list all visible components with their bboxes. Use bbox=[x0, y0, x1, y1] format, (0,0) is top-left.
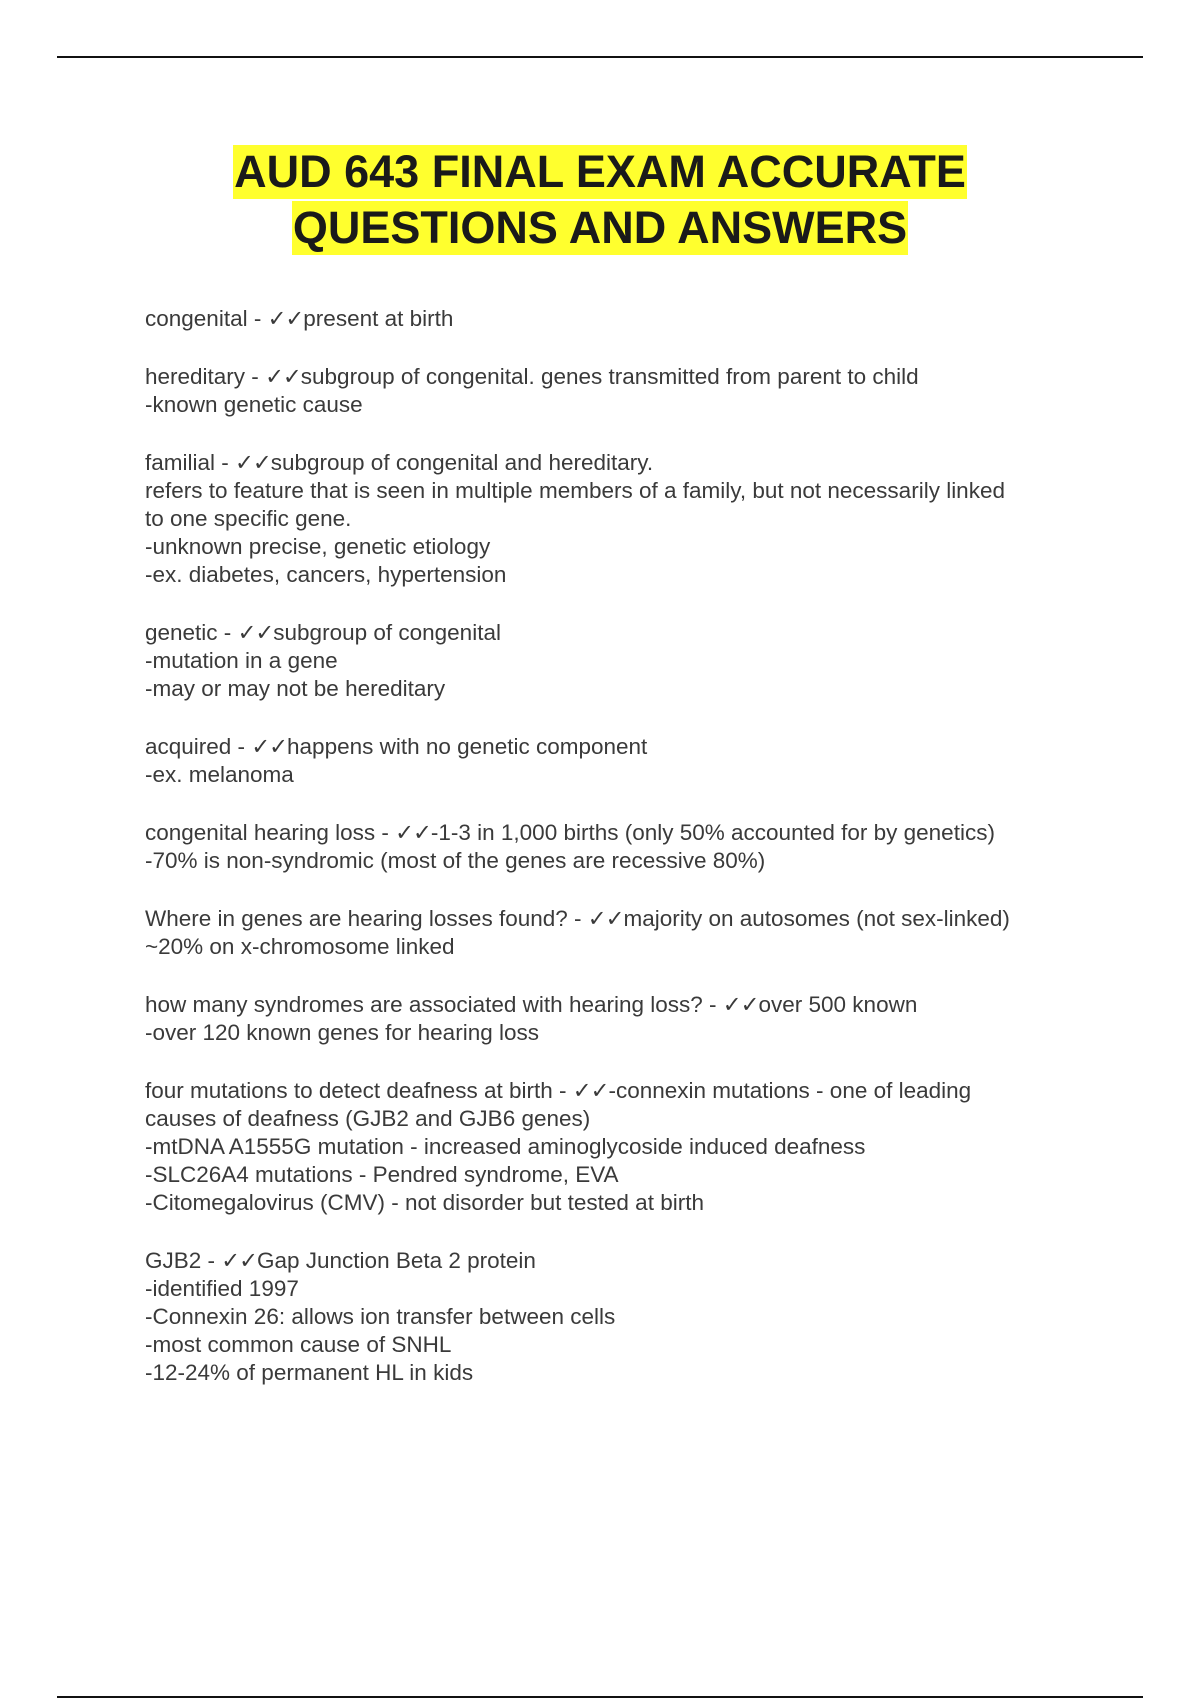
document-title bbox=[0, 145, 1200, 257]
check-mark-icon: ✓✓ bbox=[235, 450, 271, 475]
qa-answer-line: -over 120 known genes for hearing loss bbox=[145, 1020, 539, 1045]
qa-entry bbox=[145, 819, 1095, 875]
qa-answer-line: -identified 1997 bbox=[145, 1276, 299, 1301]
qa-term: hereditary - bbox=[145, 364, 266, 389]
qa-answer: -1-3 in 1,000 births (only 50% accounted for by genetics) bbox=[430, 820, 995, 845]
qa-entry bbox=[145, 449, 1095, 589]
qa-answer-line: -ex. diabetes, cancers, hypertension bbox=[145, 562, 507, 587]
qa-entry bbox=[145, 619, 1095, 703]
title-line-1: AUD 643 FINAL EXAM ACCURATE bbox=[234, 146, 966, 197]
qa-question-line bbox=[145, 305, 1095, 333]
qa-answer: Gap Junction Beta 2 protein bbox=[257, 1248, 536, 1273]
title-line-2: QUESTIONS AND ANSWERS bbox=[292, 202, 908, 253]
qa-list bbox=[145, 305, 1095, 1417]
check-mark-icon: ✓✓ bbox=[587, 906, 624, 931]
check-mark-icon: ✓✓ bbox=[265, 364, 301, 389]
top-rule bbox=[57, 56, 1143, 58]
qa-entry bbox=[145, 1247, 1095, 1387]
qa-answer: present at birth bbox=[303, 306, 454, 331]
qa-question-line bbox=[145, 991, 1095, 1019]
qa-answer: subgroup of congenital bbox=[273, 620, 501, 645]
qa-answer-line: -Connexin 26: allows ion transfer between cells bbox=[145, 1304, 616, 1329]
qa-question-line bbox=[145, 733, 1095, 761]
qa-entry bbox=[145, 305, 1095, 333]
qa-entry bbox=[145, 991, 1095, 1047]
qa-question-line bbox=[145, 363, 1095, 391]
qa-term: how many syndromes are associated with hearing loss? - bbox=[145, 992, 723, 1017]
qa-term: acquired - bbox=[145, 734, 252, 759]
qa-term: Where in genes are hearing losses found? - bbox=[145, 906, 588, 931]
qa-entry bbox=[145, 1077, 1095, 1217]
qa-entry bbox=[145, 905, 1095, 961]
qa-question-line bbox=[145, 905, 1095, 933]
qa-answer-line: -Citomegalovirus (CMV) - not disorder but tested at birth bbox=[145, 1190, 704, 1215]
qa-answer-line: causes of deafness (GJB2 and GJB6 genes) bbox=[145, 1106, 591, 1131]
qa-answer: subgroup of congenital. genes transmitted from parent to child bbox=[300, 364, 919, 389]
qa-answer-line: -mtDNA A1555G mutation - increased aminoglycoside induced deafness bbox=[145, 1134, 866, 1159]
bottom-rule bbox=[57, 1696, 1143, 1698]
qa-answer-line: -ex. melanoma bbox=[145, 762, 294, 787]
qa-answer-line: -most common cause of SNHL bbox=[145, 1332, 452, 1357]
check-mark-icon: ✓✓ bbox=[251, 734, 288, 759]
check-mark-icon: ✓✓ bbox=[722, 992, 759, 1017]
qa-question-line bbox=[145, 449, 1095, 477]
qa-answer-line: ~20% on x-chromosome linked bbox=[145, 934, 455, 959]
check-mark-icon: ✓✓ bbox=[267, 306, 304, 331]
qa-answer-line: -unknown precise, genetic etiology bbox=[145, 534, 491, 559]
qa-entry bbox=[145, 363, 1095, 419]
qa-question-line bbox=[145, 619, 1095, 647]
qa-question-line bbox=[145, 819, 1095, 847]
qa-answer: majority on autosomes (not sex-linked) bbox=[623, 906, 1010, 931]
qa-answer-line: -SLC26A4 mutations - Pendred syndrome, EVA bbox=[145, 1162, 619, 1187]
qa-term: GJB2 - bbox=[145, 1248, 222, 1273]
qa-answer-line: -may or may not be hereditary bbox=[145, 676, 446, 701]
qa-term: genetic - bbox=[145, 620, 238, 645]
qa-answer: -connexin mutations - one of leading bbox=[608, 1078, 972, 1103]
qa-question-line bbox=[145, 1247, 1095, 1275]
qa-answer: over 500 known bbox=[758, 992, 918, 1017]
qa-answer-line: refers to feature that is seen in multiple members of a family, but not necessarily linked bbox=[145, 478, 1005, 503]
check-mark-icon: ✓✓ bbox=[572, 1078, 609, 1103]
qa-answer-line: to one specific gene. bbox=[145, 506, 352, 531]
check-mark-icon: ✓✓ bbox=[237, 620, 274, 645]
qa-question-line bbox=[145, 1077, 1095, 1105]
qa-term: congenital hearing loss - bbox=[145, 820, 396, 845]
qa-answer-line: -mutation in a gene bbox=[145, 648, 338, 673]
qa-entry bbox=[145, 733, 1095, 789]
qa-answer-line: -known genetic cause bbox=[145, 392, 363, 417]
check-mark-icon: ✓✓ bbox=[395, 820, 431, 845]
check-mark-icon: ✓✓ bbox=[221, 1248, 257, 1273]
qa-answer: subgroup of congenital and hereditary. bbox=[270, 450, 654, 475]
qa-answer: happens with no genetic component bbox=[287, 734, 648, 759]
qa-answer-line: -70% is non-syndromic (most of the genes are recessive 80%) bbox=[145, 848, 766, 873]
qa-term: congenital - bbox=[145, 306, 268, 331]
qa-term: four mutations to detect deafness at birth - bbox=[145, 1078, 573, 1103]
qa-answer-line: -12-24% of permanent HL in kids bbox=[145, 1360, 474, 1385]
qa-term: familial - bbox=[145, 450, 236, 475]
